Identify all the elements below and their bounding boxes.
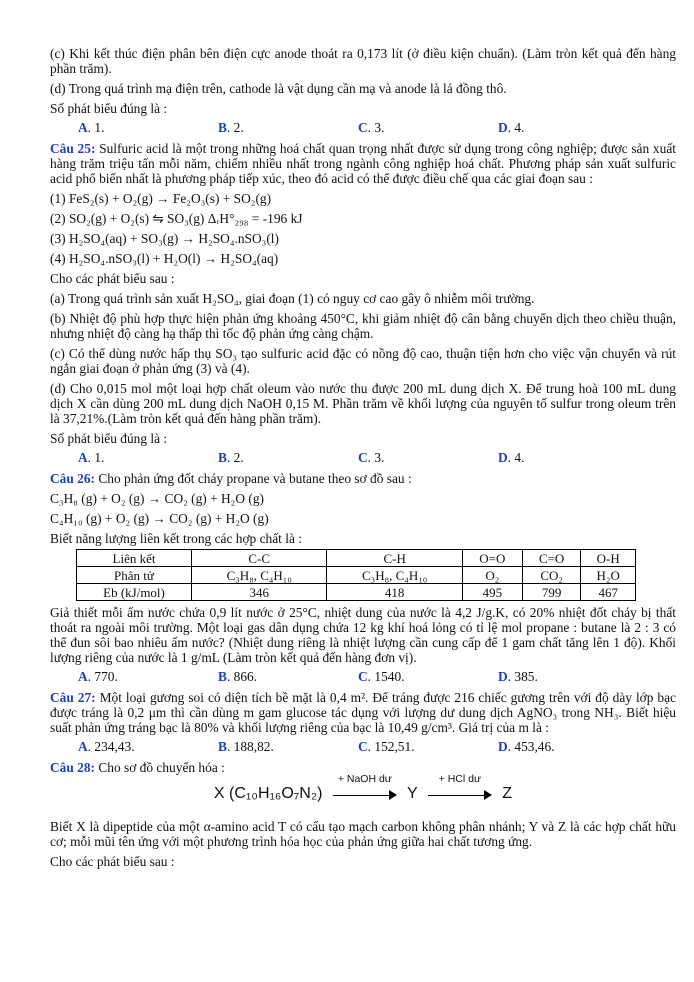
table-cell: C-C: [192, 550, 327, 567]
table-cell: Eb (kJ/mol): [77, 584, 192, 601]
question-label: Câu 26:: [50, 471, 96, 486]
option-d[interactable]: D. 385.: [498, 669, 538, 684]
question-label: Câu 28:: [50, 760, 96, 775]
reaction-arrow-1: [333, 772, 397, 800]
option-a[interactable]: A. 770.: [78, 669, 118, 684]
compound-x: X (C₁₀H₁₆O₇N₂): [213, 785, 323, 802]
table-cell: C₃H₈, C₄H₁₀: [192, 567, 327, 584]
q26-options: [50, 669, 676, 685]
option-a[interactable]: A. 1.: [78, 120, 105, 135]
table-cell: CO₂: [522, 567, 581, 584]
arrow-head-icon: [484, 790, 492, 800]
statement-b: (b) Nhiệt độ phù hợp thực hiện phản ứng khoảng 450°C, khi giảm nhiệt độ cân bằng chuyển dịch theo chiều thuận, nhưng nhiệt độ càng hạ thấp thì tốc độ phản ứng càng chậm.: [50, 311, 676, 341]
q27-options: [50, 739, 676, 755]
table-cell: 418: [327, 584, 462, 601]
equation-4: (4) H₂SO₄.nSO₃(l) + H₂O(l) → H₂SO₄(aq): [50, 251, 279, 266]
compound-y: Y: [407, 785, 418, 802]
statement-a: (a) Trong quá trình sản xuất H₂SO₄, giai đoạn (1) có nguy cơ cao gây ô nhiễm môi trường.: [50, 291, 535, 306]
question-25: Câu 25: Sulfuric acid là một trong những hoá chất quan trọng nhất được sử dụng trong công nghiệp; được sản xuất hàng trăm triệu tấn mỗi năm, chiếm nhiều nhất trong ngành công nghiệp hoá chất. Phương pháp sản xuất sulfuric acid phổ biến nhất là phương pháp tiếp xúc, theo đó acid có thể được điều chế qua các giai đoạn sau :: [50, 141, 676, 186]
option-a[interactable]: A. 234,43.: [78, 739, 135, 754]
option-d[interactable]: D. 4.: [498, 120, 525, 135]
ask: Số phát biểu đúng là :: [50, 431, 168, 446]
equation-propane: C₃H₈ (g) + O₂ (g) → CO₂ (g) + H₂O (g): [50, 491, 264, 506]
bond-energy-table: [76, 549, 636, 601]
question-26: Câu 26: Cho phản ứng đốt cháy propane và butane theo sơ đồ sau :: [50, 471, 412, 486]
question-28-body: Biết X là dipeptide của một α-amino acid T có cấu tạo mạch carbon không phân nhánh; Y và Z là các hợp chất hữu cơ; mỗi mũi tên ứng với một phương trình hóa học của phản ứng giữa hai chất tương ứng.: [50, 819, 676, 849]
compound-z: Z: [502, 785, 513, 802]
table-cell: 346: [192, 584, 327, 601]
option-c[interactable]: C. 1540.: [358, 669, 405, 684]
question-28: Câu 28: Cho sơ đồ chuyển hóa :: [50, 760, 225, 775]
table-row: [77, 550, 636, 567]
question-26-body: Giả thiết mỗi ấm nước chứa 0,9 lít nước ở 25°C, nhiệt dung của nước là 4,2 J/g.K, có 20% nhiệt đốt cháy bị thất thoát ra ngoài môi trường. Một loại gas dân dụng chứa 12 kg khí hoá lỏng có tỉ lệ mol propane : butane là 2 : 3 có thể đun sôi bao nhiêu ấm nước? (Nhiệt dung riêng là nhiệt lượng cần cung cấp để 1 gam chất tăng lên 1 độ). Khối lượng riêng của nước là 1 g/mL (Làm tròn kết quả đến hàng đơn vị).: [50, 605, 676, 665]
table-cell: C=O: [522, 550, 581, 567]
statement-c: (c) Có thể dùng nước hấp thụ SO₃ tạo sulfuric acid đặc có nồng độ cao, thuận tiện hơn cho việc vận chuyển và rút ngắn giai đoạn ở phản ứng (3) và (4).: [50, 346, 676, 376]
table-cell: O₂: [462, 567, 522, 584]
option-c[interactable]: C. 152,51.: [358, 739, 415, 754]
statements-intro: Cho các phát biểu sau :: [50, 271, 175, 286]
q25-options: [50, 450, 676, 466]
option-b[interactable]: B. 866.: [218, 669, 258, 684]
table-cell: O=O: [462, 550, 522, 567]
table-cell: C-H: [327, 550, 462, 567]
table-cell: 799: [522, 584, 581, 601]
equation-1: (1) FeS₂(s) + O₂(g) → Fe₂O₃(s) + SO₂(g): [50, 191, 272, 206]
table-cell: H₂O: [581, 567, 636, 584]
option-d[interactable]: D. 453,46.: [498, 739, 555, 754]
option-b[interactable]: B. 2.: [218, 450, 244, 465]
option-c[interactable]: C. 3.: [358, 120, 385, 135]
arrow-label: + HCl dư: [438, 772, 482, 785]
table-intro: Biết năng lượng liên kết trong các hợp chất là :: [50, 531, 302, 546]
table-cell: 467: [581, 584, 636, 601]
question-label: Câu 27:: [50, 690, 96, 705]
table-row: [77, 584, 636, 601]
option-b[interactable]: B. 2.: [218, 120, 244, 135]
table-cell: Phân tử: [77, 567, 192, 584]
option-c[interactable]: C. 3.: [358, 450, 385, 465]
statements-intro: Cho các phát biểu sau :: [50, 854, 175, 869]
arrow-head-icon: [389, 790, 397, 800]
table-row: [77, 567, 636, 584]
table-cell: C₃H₈, C₄H₁₀: [327, 567, 462, 584]
exam-page: [50, 46, 676, 869]
prev-ask: Số phát biểu đúng là :: [50, 101, 168, 116]
table-cell: O-H: [581, 550, 636, 567]
arrow-label: + NaOH dư: [337, 772, 392, 785]
option-d[interactable]: D. 4.: [498, 450, 525, 465]
prev-statement-d: (d) Trong quá trình mạ điện trên, cathode là vật dụng cần mạ và anode là lá đồng thô.: [50, 81, 507, 96]
option-a[interactable]: A. 1.: [78, 450, 105, 465]
question-27: Câu 27: Một loại gương soi có diện tích bề mặt là 0,4 m². Để tráng được 216 chiếc gương trên với độ dày lớp bạc được tráng là 0,2 μm thì cần dùng m gam glucose tác dụng với lượng dư dung dịch AgNO₃ trong NH₃. Biết hiệu suất phản ứng tráng bạc là 80% và khối lượng riêng của bạc là 10,49 g/cm³. Giá trị của m là :: [50, 690, 676, 735]
reaction-arrow-2: [428, 772, 492, 800]
statement-d: (d) Cho 0,015 mol một loại hợp chất oleum vào nước thu được 200 mL dung dịch X. Để trung hoà 100 mL dung dịch X cần dùng 200 mL dung dịch NaOH 0,15 M. Phần trăm về khối lượng của nguyên tố sulfur trong oleum trên là 37,21%.(Làm tròn kết quả đến hàng phần trăm).: [50, 381, 676, 426]
question-label: Câu 25:: [50, 141, 96, 156]
reaction-scheme: [50, 772, 676, 813]
equation-2: (2) SO₂(g) + O₂(s) ⇋ SO₃(g) ΔᵣH°₂₉₈ = -196 kJ: [50, 211, 303, 226]
option-b[interactable]: B. 188,82.: [218, 739, 274, 754]
prev-options: [50, 120, 676, 136]
equation-3: (3) H₂SO₄(aq) + SO₃(g) → H₂SO₄.nSO₃(l): [50, 231, 279, 246]
table-cell: 495: [462, 584, 522, 601]
prev-statement-c: (c) Khi kết thúc điện phân bên điện cực anode thoát ra 0,173 lít (ở điều kiện chuẩn). (Làm tròn kết quả đến hàng phần trăm).: [50, 46, 676, 76]
table-cell: Liên kết: [77, 550, 192, 567]
equation-butane: C₄H₁₀ (g) + O₂ (g) → CO₂ (g) + H₂O (g): [50, 511, 269, 526]
